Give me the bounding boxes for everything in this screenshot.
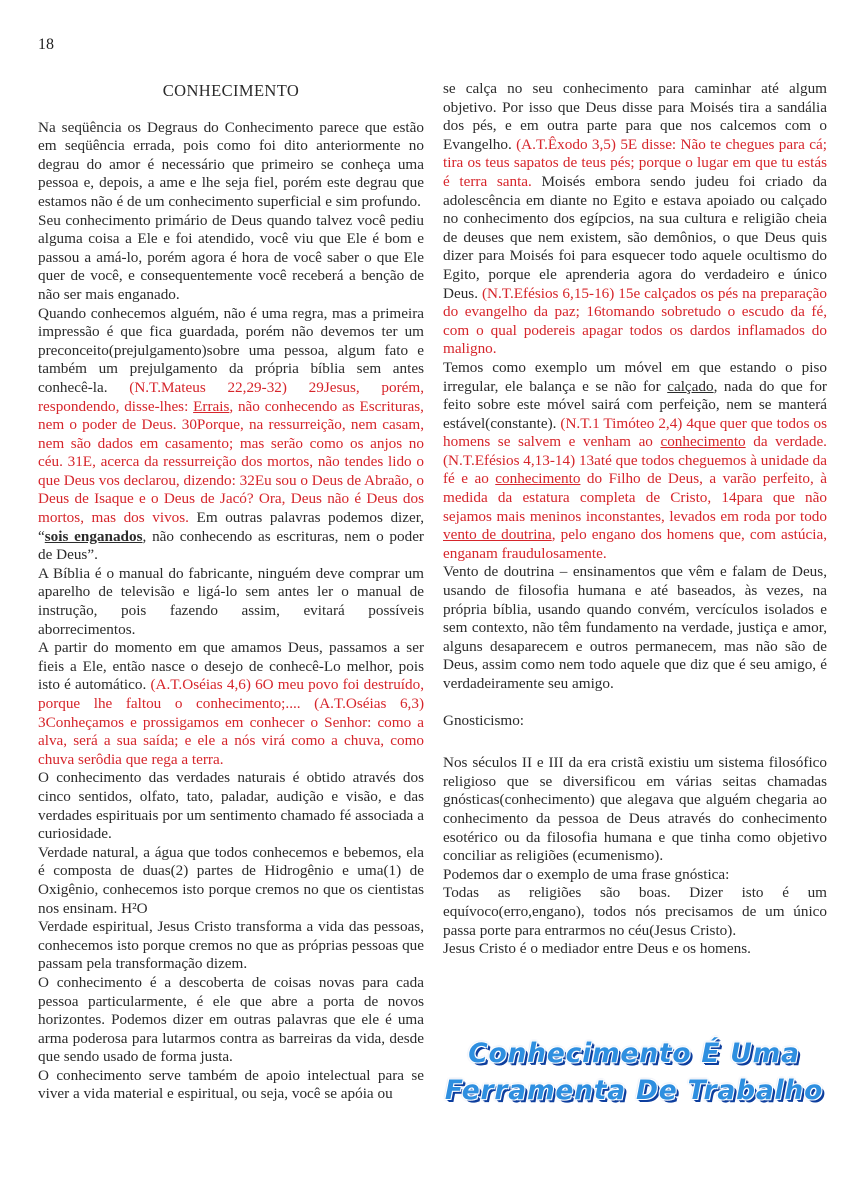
paragraph-text: A partir do momento em que amamos Deus, passamos a ser fieis a Ele, então nasce o desejo de conhecê-Lo melhor, pois isto é automático. (38, 639, 424, 694)
page-title: CONHECIMENTO (162, 81, 300, 100)
scripture-quote: da verdade. (N.T.Efésios 4,13-14) 13até que todos cheguemos à unidade da fé e ao (443, 433, 827, 488)
paragraph: Nos séculos II e III da era cristã existiu um sistema filosófico religioso que se diversificou em várias seitas chamadas gnósticas(conhecimento) que alegava que alguém chegaria ao conhecimento da pessoa de Deus através do conhecimento esotérico ou da filosofia humana e que tinha como objetivo conciliar as religiões (ecumenismo). (443, 754, 827, 865)
paragraph (38, 639, 424, 769)
paragraph: Verdade natural, a água que todos conhecemos e bebemos, ela é composta de duas(2) partes de Hidrogênio e uma(1) de Oxigênio, conhecemos isto porque cremos no que os cientistas nos ensinam. H²O (38, 843, 424, 917)
scripture-quote: (N.T.1 Timóteo 2,4) 4que quer que todos os homens se salvem e venham ao (443, 414, 827, 451)
scripture-underlined: conhecimento (495, 470, 581, 488)
paragraph-text: Temos como exemplo um móvel em que estando o piso irregular, ele balança e se não for (443, 358, 827, 395)
paragraph: Jesus Cristo é o mediador entre Deus e os homens. (443, 940, 751, 958)
page-number: 18 (38, 36, 54, 53)
scripture-underlined: vento de doutrina (443, 526, 552, 544)
paragraph-text: se calça no seu conhecimento para caminhar até algum objetivo. Por isso que Deus disse para Moisés tira a sandália dos pés, e em outra parte para que nos calcemos com o Evangelho. (443, 80, 827, 153)
paragraph-text: , nada do que for feito sobre este móvel sairá com perfeição, nem se manterá estável(constante). (443, 377, 827, 432)
paragraph: Na seqüência os Degraus do Conhecimento parece que estão em seqüência errada, pois como foi dito anteriormente no degrau do amor é necessário que primeiro se conheça uma pessoa e, depois, a ame e lhe seja fiel, porém este degrau que estamos não é de um conhecimento superficial e sim profundo. (38, 118, 424, 210)
paragraph (443, 359, 827, 564)
paragraph-text: , não conhecendo as escrituras, nem o poder de Deus”. (38, 527, 424, 564)
paragraph: O conhecimento é a descoberta de coisas novas para cada pessoa particularmente, é ele que abre a porta de novos horizontes. Podemos dizer em outras palavras que ele é uma arma poderosa para lutarmos contra as barreiras da vida, desde que sendo usado de forma justa. (38, 973, 424, 1066)
scripture-quote: , pelo engano dos homens que, com astúcia, enganam fraudulosamente. (443, 526, 827, 562)
paragraph: Vento de doutrina – ensinamentos que vêm e falam de Deus, usando de filosofia humana e até baseados, às vezes, na própria bíblia, usando quando convém, vercículos isolados e sem contexto, não têm fundamento na verdade, justiça e amor, alguns desaparecem e outros permanecem, mas não são de Deus, assim como nem todo aquele que diz que é seu amigo, é verdadeiramente seu amigo. (443, 563, 827, 692)
paragraph: Todas as religiões são boas. Dizer isto é um equívoco(erro,engano), todos nós precisamos de um único passa porte para entrarmos no céu(Jesus Cristo). (443, 884, 827, 939)
paragraph: O conhecimento serve também de apoio intelectual para se viver a vida material e espiritual, ou seja, você se apóia ou (38, 1066, 424, 1103)
underlined-word: calçado (667, 377, 714, 395)
emphasis-text: sois enganados (44, 527, 143, 545)
paragraph: A Bíblia é o manual do fabricante, ninguém deve comprar um aparelho de televisão e ligá-lo sem antes ler o manual de instrução, pois fazendo assim, evitará possíveis aborrecimentos. (38, 564, 424, 638)
paragraph-text: Quando conhecemos alguém, não é uma regra, mas a primeira impressão é que fica guardada, porém não devemos ter um preconceito(prejulgamento)sobre uma pessoa, algum fato e também um prejulgamento da própria bíblia sem antes conhecê-la. (38, 304, 424, 396)
paragraph: Verdade espiritual, Jesus Cristo transforma a vida das pessoas, conhecemos isto porque cremos no que as próprias pessoas que passam pela transformação dizem. (38, 918, 424, 973)
scripture-quote: (A.T.Oséias 4,6) 6O meu povo foi destruído, porque lhe faltou o conhecimento;.... (A.T.Oséias 6,3) 3Conheçamos e prossigamos em conhecer o Senhor: como a alva, será a sua saída; e ele a nós virá como a chuva, como chuva serôdia que rega a terra. (38, 676, 424, 768)
paragraph (443, 80, 827, 359)
paragraph-text: Em outras palavras podemos dizer, “ (38, 509, 424, 545)
banner-line: Ferramenta De Trabalho (444, 1075, 824, 1106)
scripture-underlined: Errais (193, 397, 230, 415)
scripture-underlined: conhecimento (660, 433, 746, 451)
scripture-quote: (N.T.Mateus 22,29-32) 29Jesus, porém, respondendo, disse-lhes: (38, 378, 425, 415)
scripture-quote: do Filho de Deus, a varão perfeito, à medida da estatura completa de Cristo, 14para que não sejamos mais meninos inconstantes, levados em roda por todo (443, 470, 827, 525)
paragraph: Podemos dar o exemplo de uma frase gnóstica: (443, 865, 730, 883)
paragraph (38, 305, 424, 565)
paragraph: Seu conhecimento primário de Deus quando talvez você pediu alguma coisa a Ele e foi atendido, você viu que Ele é bom e passou a amá-lo, porém agora é hora de você saber o que Ele quer de você, e consequentemente você receberá a benção de não ser mais enganado. (38, 211, 424, 303)
scripture-quote: (A.T.Êxodo 3,5) 5E disse: Não te chegues para cá; tira os teus sapatos de teus pés; porque o lugar em que tu estás é terra santa. (443, 135, 827, 190)
banner-line: Conhecimento É Uma (468, 1038, 800, 1069)
paragraph-text: Moisés embora sendo judeu foi criado da adolescência em diante no Egito e estava apoiado ou calçado no conhecimento dos egípcios, na sua cultura e religião cheia de deuses que nem existem, são demônios, o que Deus quis dizer para Moisés foi para esquecer todo aquele ocultismo do Egito, porque ele aprenderia agora do verdadeiro e único Deus. (443, 172, 827, 302)
scripture-quote: , não conhecendo as Escrituras, nem o poder de Deus. 30Porque, na ressurreição, nem casam, nem são dados em casamento; mas serão como os anjos no céu. 31E, acerca da ressurreição dos mortos, não tendes lido o que Deus vos declarou, dizendo: 32Eu sou o Deus de Abraão, o Deus de Isaque e o Deus de Jacó? Ora, Deus não é Deus dos mortos, mas dos vivos. (38, 397, 424, 527)
decorative-banner (438, 1035, 830, 1109)
right-column (443, 80, 827, 959)
paragraph: O conhecimento das verdades naturais é obtido através dos cinco sentidos, olfato, tato, paladar, audição e visão, e das verdades espirituais por um sentimento chamado fé associada a curiosidade. (38, 769, 424, 843)
section-heading: Gnosticismo: (443, 711, 525, 729)
scripture-quote: (N.T.Efésios 6,15-16) 15e calçados os pés na preparação do evangelho da paz; 16tomando sobretudo o escudo da fé, com o qual podereis apagar todos os dardos inflamados do maligno. (443, 284, 827, 358)
left-column (38, 80, 424, 1104)
